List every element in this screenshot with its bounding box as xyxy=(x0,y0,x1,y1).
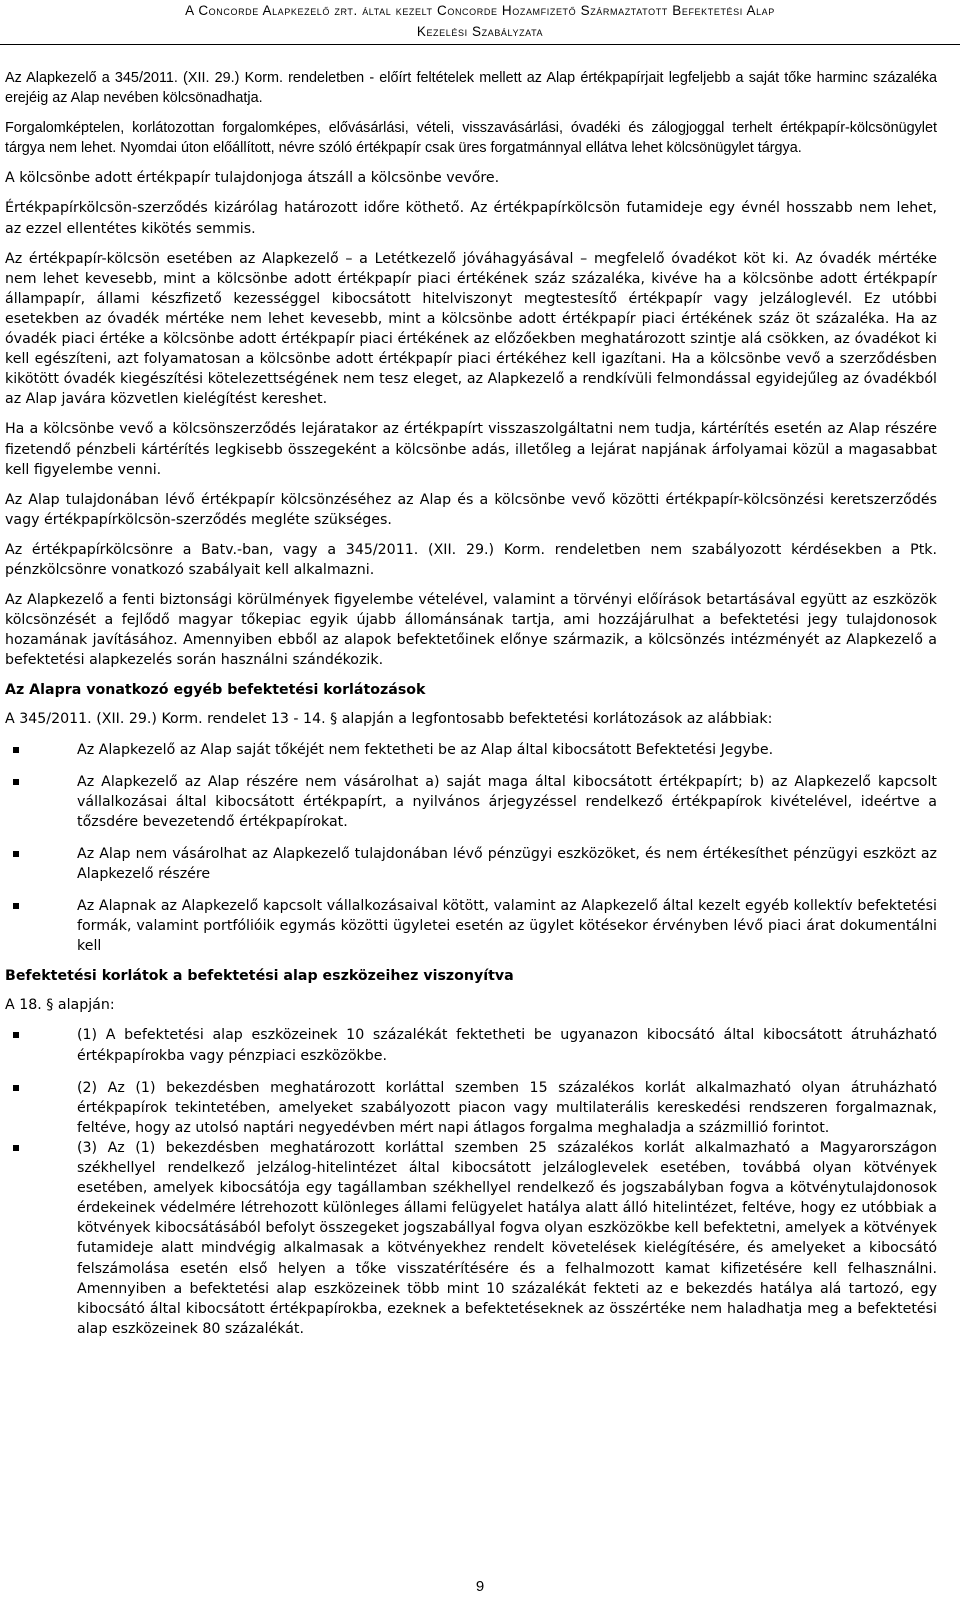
section-intro: A 18. § alapján: xyxy=(5,997,115,1014)
list-item xyxy=(5,740,937,760)
list-item-text: (3) Az (1) bekezdésben meghatározott korláttal szemben 25 százalékos korlát alkalmazható a Magyarországon székhellyel rendelkező jelzálog-hitelintézet által kibocsátott jelzáloglevelek esetében, továbbá olyan kötvények esetében, amelyek kibocsátója egy tagállamban székhellyel rendelkező és jogszabályban fogva a kötvénytulajdonosok érdekeinek védelmére létrehozott különleges állami felügyelet hatálya alatt álló hitelintézet, feltéve, hogy ez utóbbiak a kötvények kibocsátásából befolyt összegeket jogszabállyal fogva olyan eszközökbe kell befektetni, amelyek a kötvények futamideje alatt mindvégig alkalmasak a kötvényekhez rendelt követelések kielégítésére, és amelyeket a kibocsátó felszámolása esetén első helyen a tőke visszatérítésére és a felhalmozott kamat kifizetésére kell felhasználni. Amennyiben a befektetési alap eszközeinek több mint 10 százalékát fekteti az e bekezdés hatálya alá tartozó, egy kibocsátó által kibocsátott értékpapírokba, ezeknek a befektetéseknek az összértéke nem haladhatja meg a befektetési alap eszközeinek 80 százalékát. xyxy=(77,1139,937,1337)
bullet-icon xyxy=(13,779,19,785)
list-item-text: (1) A befektetési alap eszközeinek 10 százalékát fektetheti be ugyanazon kibocsátó által kibocsátott átruházható értékpapírokba vagy pénzpiaci eszközökbe. xyxy=(77,1027,937,1064)
paragraph: Ha a kölcsönbe vevő a kölcsönszerződés lejáratakor az értékpapírt visszaszolgáltatni nem tudja, kártérítés esetén az Alap részére fizetendő pénzbeli kártérítés legkisebb összegeként a kölcsönbe adás, illetőleg a lejárat napjának árfolyamai közül a magasabbat kell figyelembe venni. xyxy=(5,421,937,478)
list-item-text: Az Alapkezelő az Alap saját tőkéjét nem fektetheti be az Alap által kibocsátott Befektetési Jegybe. xyxy=(77,741,774,758)
header-line-1: A Concorde Alapkezelő zrt. által kezelt Concorde Hozamfizető Származtatott Befektetési Alap xyxy=(185,3,775,18)
section-heading: Befektetési korlátok a befektetési alap eszközeihez viszonyítva xyxy=(5,968,514,985)
header-line-2: Kezelési Szabályzata xyxy=(416,24,544,39)
list-item xyxy=(5,1025,937,1065)
paragraph: A kölcsönbe adott értékpapír tulajdonjoga átszáll a kölcsönbe vevőre. xyxy=(5,170,500,187)
paragraph: Az értékpapír-kölcsön esetében az Alapkezelő – a Letétkezelő jóváhagyásával – megfelelő óvadékot köt ki. Az óvadék mértéke nem lehet kevesebb, mint a kölcsönbe adott értékpapír piaci értékének száz százaléka, kivéve ha a kölcsönbe adott értékpapír állampapír, állami készfizető kezességgel kibocsátott hitelviszonyt megtestesítő értékpapír vagy jelzáloglevél. Ez utóbbi esetekben az óvadék mértéke nem lehet kevesebb, mint a kölcsönbe adott értékpapír piaci értékének száz öt százaléka. Ha az óvadék piaci értéke a kölcsönbe adott értékpapír piaci értékének az előzőekben meghatározott szintje alá csökken, az óvadékot ki kell egészíteni, azt folyamatosan a kölcsönbe adott értékpapír piaci értékéhez kell igazítani. Ha a kölcsönbe vevő a szerződésben kikötött óvadék kiegészítési kötelezettségének nem tesz eleget, az Alapkezelő a rendkívüli felmondással egyidejűleg az óvadékból az Alap javára közvetlen kielégítést kereshet. xyxy=(5,250,937,408)
section-intro: A 345/2011. (XII. 29.) Korm. rendelet 13 - 14. § alapján a legfontosabb befektetési korlátozások az alábbiak: xyxy=(5,711,773,728)
bullet-icon xyxy=(13,1145,19,1151)
bullet-icon xyxy=(13,747,19,753)
list-item xyxy=(5,844,937,884)
paragraph: Az Alap tulajdonában lévő értékpapír kölcsönzéséhez az Alap és a kölcsönbe vevő közötti értékpapír-kölcsönzési keretszerződés vagy értékpapírkölcsön-szerződés megléte szükséges. xyxy=(5,491,937,528)
list-item-text: (2) Az (1) bekezdésben meghatározott korláttal szemben 15 százalékos korlát alkalmazható olyan átruházható értékpapírok tekintetében, amelyeket szabályozott piacon vagy multilaterális kereskedési rendszeren forgalmaznak, feltéve, hogy az utolsó naptári negyedévben mért napi átlagos forgalma meghaladja a százmillió forintot. xyxy=(77,1079,937,1136)
list-item xyxy=(5,772,937,832)
bullet-icon xyxy=(13,1085,19,1091)
list-item xyxy=(5,1138,937,1339)
header-divider xyxy=(0,44,960,45)
section-heading: Az Alapra vonatkozó egyéb befektetési korlátozások xyxy=(5,682,426,699)
bullet-list xyxy=(5,740,937,957)
paragraph: Az Alapkezelő a fenti biztonsági körülmények figyelembe vételével, valamint a törvényi előírások betartásával együtt az eszközök kölcsönzését a fejlődő magyar tőkepiac egyik újabb állománsának tartja, ami hozzájárulhat a befektetési jegy tulajdonosok hozamának javításához. Amennyiben ebből az alapok befektetőinek előnye származik, a kölcsönzés intézményét az Alapkezelő a befektetési alapkezelés során használni szándékozik. xyxy=(5,592,937,669)
list-item-text: Az Alapkezelő az Alap részére nem vásárolhat a) saját maga által kibocsátott értékpapírt; b) az Alapkezelő kapcsolt vállalkozásai által kibocsátott értékpapírt, a nyilvános árjegyzéssel rendelkező értékpapírok kivételével, ideértve a tőzsdére bevezetendő értékpapírokat. xyxy=(77,773,937,830)
document-header xyxy=(0,0,960,42)
list-item xyxy=(5,896,937,956)
bullet-list xyxy=(5,1025,937,1338)
paragraph: Értékpapírkölcsön-szerződés kizárólag határozott időre köthető. Az értékpapírkölcsön futamideje egy évnél hosszabb nem lehet, az ezzel ellentétes kikötés semmis. xyxy=(5,200,937,237)
paragraph: Forgalomképtelen, korlátozottan forgalomképes, elővásárlási, vételi, visszavásárlási, óvadéki és zálogjoggal terhelt értékpapír-kölcsönügylet tárgya nem lehet. Nyomdai úton előállított, névre szóló értékpapír csak üres forgatmánnyal ellátva lehet kölcsönügylet tárgya. xyxy=(5,120,937,157)
list-item-text: Az Alap nem vásárolhat az Alapkezelő tulajdonában lévő pénzügyi eszközöket, és nem értékesíthet pénzügyi eszközt az Alapkezelő részére xyxy=(77,845,937,882)
list-item-text: Az Alapnak az Alapkezelő kapcsolt vállalkozásaival kötött, valamint az Alapkezelő által kezelt egyéb kollektív befektetési formák, valamint portfólióik egymás közötti ügyletei esetén az ügylet kötésekor érvényben lévő piaci árat dokumentálni kell xyxy=(77,898,937,955)
bullet-icon xyxy=(13,851,19,857)
paragraph: Az értékpapírkölcsönre a Batv.-ban, vagy a 345/2011. (XII. 29.) Korm. rendeletben nem szabályozott kérdésekben a Ptk. pénzkölcsönre vonatkozó szabályait kell alkalmazni. xyxy=(5,541,937,578)
paragraph: Az Alapkezelő a 345/2011. (XII. 29.) Korm. rendeletben - előírt feltételek mellett az Alap értékpapírjait legfeljebb a saját tőke harminc százaléka erejéig az Alap nevében kölcsönadhatja. xyxy=(5,70,937,107)
bullet-icon xyxy=(13,1032,19,1038)
bullet-icon xyxy=(13,903,19,909)
page-number: 9 xyxy=(475,1578,485,1595)
document-body xyxy=(5,68,937,1349)
list-item xyxy=(5,1078,937,1138)
